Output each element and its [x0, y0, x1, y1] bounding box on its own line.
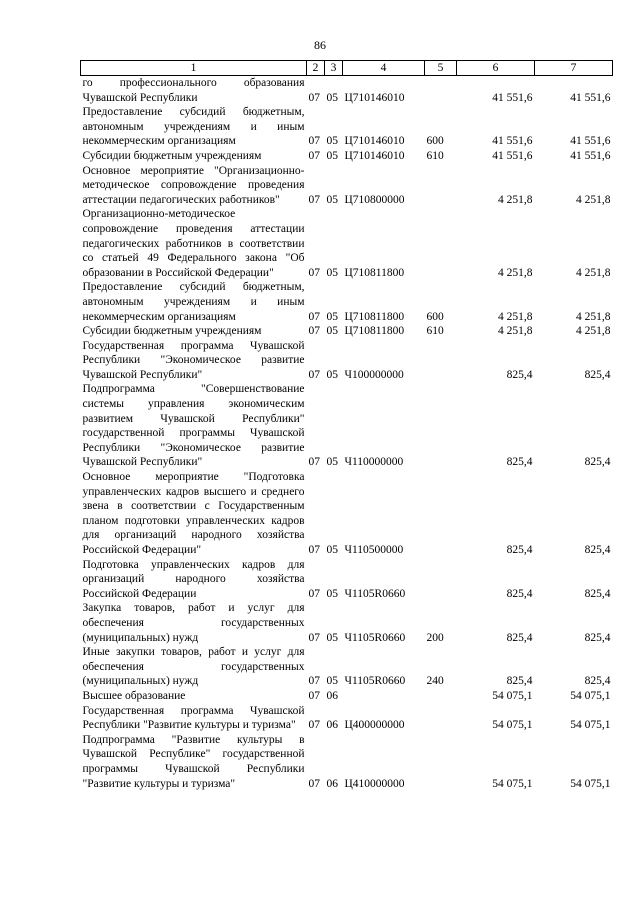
- table-row: [81, 339, 613, 383]
- amount-cell: 4 251,8: [498, 325, 533, 338]
- table-row: [81, 207, 613, 280]
- amount-cell: 825,4: [584, 544, 611, 556]
- expense-type-cell: [425, 470, 457, 558]
- section-cell: 07: [308, 689, 320, 702]
- amount-cell: 825,4: [506, 368, 533, 381]
- amount-cell: 825,4: [584, 456, 611, 469]
- name-cell: Подпрограмма "Совершенствование системы управления экономическим развитием Чувашской Республики" государственной программы Чувашской Республики "Экономическое развитие Чувашской Республики": [82, 383, 305, 469]
- target-article-cell: Ц400000000: [344, 719, 405, 732]
- table-row: [81, 558, 613, 602]
- target-article-cell: Ц710811800: [344, 266, 405, 279]
- target-article-cell: Ц710811800: [344, 325, 405, 338]
- section-cell: 07: [308, 456, 320, 469]
- expense-type-cell: [425, 689, 457, 704]
- name-cell: Закупка товаров, работ и услуг для обеспечения государственных (муниципальных) нужд: [82, 602, 305, 644]
- amount-cell: 41 551,6: [492, 135, 533, 148]
- subsection-cell: 05: [326, 544, 338, 556]
- table-row: [81, 689, 613, 704]
- subsection-cell: 05: [326, 193, 338, 206]
- subsection-cell: 05: [326, 135, 338, 148]
- name-cell: Основное мероприятие "Организационно-методическое сопровождение проведения аттестации педагогических работников": [82, 164, 305, 206]
- subsection-cell: 06: [326, 777, 338, 790]
- amount-cell: 825,4: [584, 368, 611, 381]
- section-cell: 07: [308, 719, 320, 732]
- name-cell: Государственная программа Чувашской Республики "Развитие культуры и туризма": [82, 704, 305, 732]
- target-article-cell: [343, 689, 425, 704]
- table-row: [81, 324, 613, 339]
- amount-cell: 41 551,6: [570, 135, 611, 148]
- target-article-cell: Ч110500000: [344, 544, 404, 556]
- expense-type-cell: [425, 733, 457, 791]
- amount-cell: 54 075,1: [570, 777, 611, 790]
- amount-cell: 4 251,8: [498, 310, 533, 323]
- amount-cell: 54 075,1: [492, 689, 533, 702]
- column-header-1: 1: [81, 61, 307, 76]
- table-row: [81, 645, 613, 689]
- amount-cell: 41 551,6: [570, 149, 611, 162]
- amount-cell: 825,4: [584, 587, 611, 600]
- name-cell: Организационно-методическое сопровождение проведения аттестации педагогических работников в соответствии со статьей 49 Федерального закона "Об образовании в Российской Федерации": [82, 208, 305, 279]
- amount-cell: 41 551,6: [492, 91, 533, 104]
- table-row: [81, 280, 613, 324]
- expense-type-cell: [425, 339, 457, 383]
- name-cell: Субсидии бюджетным учреждениям: [82, 149, 262, 162]
- table-row: [81, 105, 613, 149]
- section-cell: 07: [308, 675, 320, 688]
- target-article-cell: Ц710146010: [344, 91, 405, 104]
- target-article-cell: Ч1105R0660: [344, 631, 406, 644]
- name-cell: го профессионального образования Чувашской Республики: [82, 77, 305, 104]
- subsection-cell: 05: [326, 310, 338, 323]
- section-cell: 07: [308, 193, 320, 206]
- section-cell: 07: [308, 777, 320, 790]
- subsection-cell: 05: [326, 675, 338, 688]
- name-cell: Иные закупки товаров, работ и услуг для обеспечения государственных (муниципальных) нужд: [82, 646, 305, 688]
- column-header-3: 3: [325, 61, 343, 76]
- amount-cell: 41 551,6: [570, 91, 611, 104]
- section-cell: 07: [308, 149, 320, 162]
- table-row: [81, 164, 613, 208]
- subsection-cell: 06: [326, 689, 338, 702]
- name-cell: Основное мероприятие "Подготовка управленческих кадров высшего и среднего звена в соответствии с Государственным планом подготовки управленческих кадров для организаций народного хозяйства Российской Федерации": [82, 471, 305, 556]
- subsection-cell: 06: [326, 719, 338, 732]
- amount-cell: 54 075,1: [570, 689, 611, 702]
- target-article-cell: Ц710146010: [344, 135, 405, 148]
- target-article-cell: Ц710811800: [344, 310, 405, 323]
- table-row: [81, 470, 613, 558]
- amount-cell: 54 075,1: [570, 719, 611, 732]
- name-cell: Предоставление субсидий бюджетным, автономным учреждениям и иным некоммерческим организациям: [82, 106, 305, 148]
- section-cell: 07: [308, 587, 320, 600]
- table-row: [81, 149, 613, 164]
- target-article-cell: Ч1105R0660: [344, 675, 406, 688]
- expense-type-cell: 200: [426, 631, 444, 644]
- budget-table: [80, 60, 613, 791]
- amount-cell: 4 251,8: [498, 266, 533, 279]
- page-number: 86: [314, 38, 326, 52]
- name-cell: Предоставление субсидий бюджетным, автономным учреждениям и иным некоммерческим организациям: [82, 281, 305, 323]
- expense-type-cell: [425, 164, 457, 208]
- table-body: [81, 76, 613, 792]
- expense-type-cell: [425, 558, 457, 602]
- amount-cell: 41 551,6: [492, 149, 533, 162]
- target-article-cell: Ц410000000: [344, 777, 405, 790]
- column-header-2: 2: [307, 61, 325, 76]
- section-cell: 07: [308, 135, 320, 148]
- table-row: [81, 76, 613, 106]
- subsection-cell: 05: [326, 325, 338, 338]
- section-cell: 07: [308, 368, 320, 381]
- name-cell: Высшее образование: [82, 689, 186, 702]
- table-header: [81, 61, 613, 76]
- expense-type-cell: [425, 76, 457, 106]
- column-header-4: 4: [343, 61, 425, 76]
- subsection-cell: 05: [326, 266, 338, 279]
- column-header-5: 5: [425, 61, 457, 76]
- expense-type-cell: [425, 382, 457, 470]
- subsection-cell: 05: [326, 91, 338, 104]
- amount-cell: 4 251,8: [576, 310, 611, 323]
- target-article-cell: Ц710146010: [344, 149, 405, 162]
- section-cell: 07: [308, 544, 320, 556]
- section-cell: 07: [308, 310, 320, 323]
- table-row: [81, 704, 613, 733]
- section-cell: 07: [308, 266, 320, 279]
- amount-cell: 54 075,1: [492, 777, 533, 790]
- section-cell: 07: [308, 631, 320, 644]
- subsection-cell: 05: [326, 631, 338, 644]
- amount-cell: 825,4: [506, 675, 533, 688]
- subsection-cell: 05: [326, 149, 338, 162]
- subsection-cell: 05: [326, 587, 338, 600]
- name-cell: Подготовка управленческих кадров для организаций народного хозяйства Российской Федерации: [82, 558, 305, 600]
- table-row: [81, 733, 613, 791]
- expense-type-cell: 240: [426, 675, 444, 688]
- amount-cell: 54 075,1: [492, 719, 533, 732]
- name-cell: Государственная программа Чувашской Республики "Экономическое развитие Чувашской Республики": [82, 339, 305, 381]
- expense-type-cell: [425, 207, 457, 280]
- amount-cell: 825,4: [584, 675, 611, 688]
- expense-type-cell: 610: [426, 149, 444, 162]
- target-article-cell: Ц710800000: [344, 193, 405, 206]
- amount-cell: 4 251,8: [576, 325, 611, 338]
- expense-type-cell: 610: [426, 325, 444, 338]
- amount-cell: 825,4: [506, 587, 533, 600]
- expense-type-cell: [425, 704, 457, 733]
- amount-cell: 4 251,8: [576, 193, 611, 206]
- column-header-7: 7: [535, 61, 613, 76]
- table-row: [81, 601, 613, 645]
- section-cell: 07: [308, 91, 320, 104]
- table-row: [81, 382, 613, 470]
- amount-cell: 825,4: [584, 631, 611, 644]
- target-article-cell: Ч1105R0660: [344, 587, 406, 600]
- expense-type-cell: 600: [426, 310, 444, 323]
- amount-cell: 4 251,8: [498, 193, 533, 206]
- subsection-cell: 05: [326, 368, 338, 381]
- expense-type-cell: 600: [426, 135, 444, 148]
- column-header-6: 6: [457, 61, 535, 76]
- target-article-cell: Ч110000000: [344, 456, 404, 469]
- amount-cell: 825,4: [506, 456, 533, 469]
- amount-cell: 825,4: [506, 631, 533, 644]
- section-cell: 07: [308, 325, 320, 338]
- amount-cell: 4 251,8: [576, 266, 611, 279]
- name-cell: Подпрограмма "Развитие культуры в Чувашской Республике" государственной программы Чувашской Республики "Развитие культуры и туризма": [82, 733, 305, 790]
- target-article-cell: Ч100000000: [344, 368, 404, 381]
- amount-cell: 825,4: [506, 544, 533, 556]
- name-cell: Субсидии бюджетным учреждениям: [82, 325, 262, 338]
- subsection-cell: 05: [326, 456, 338, 469]
